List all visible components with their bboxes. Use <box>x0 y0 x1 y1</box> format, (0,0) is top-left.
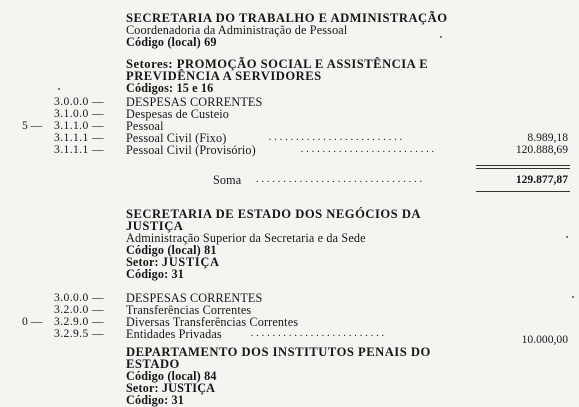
sum-rule <box>476 165 570 166</box>
total-value: 129.877,87 <box>515 173 568 186</box>
section3-title-line1: DEPARTAMENTO DOS INSTITUTOS PENAIS DO <box>126 345 431 359</box>
account-description: Despesas de Custeio <box>126 107 230 121</box>
amount-value: 10.000,00 <box>521 333 568 346</box>
section1-unit: Coordenadoria da Administração de Pessoal <box>126 23 348 37</box>
dot-leader: . . . . . . . . . . . . . . . . . . . . . . . . . <box>248 328 385 339</box>
section1-title: SECRETARIA DO TRABALHO E ADMINISTRAÇÃO <box>126 11 448 25</box>
dot-leader: . . . . . . . . . . . . . . . . . . . . . . . . . <box>298 144 435 155</box>
total-leader: . . . . . . . . . . . . . . . . . . . . . . . . . . . . . . . <box>256 174 423 185</box>
row-prefix: 5 — <box>22 119 43 132</box>
section3-title-line2: ESTADO <box>126 357 180 371</box>
account-description: Entidades Privadas <box>126 327 222 341</box>
account-code: 3.1.1.1 — <box>54 131 104 144</box>
total-underline <box>476 191 570 192</box>
section2-sector-value: JUSTIÇA <box>161 255 220 269</box>
row-prefix: 0 — <box>22 315 43 328</box>
account-description: Pessoal Civil (Fixo) <box>126 131 227 145</box>
account-code: 3.2.9.5 — <box>54 327 104 340</box>
account-code: 3.1.1.1 — <box>54 143 104 156</box>
total-label: Soma <box>213 173 242 187</box>
section1-codes: Códigos: 15 e 16 <box>126 81 214 95</box>
account-code: 3.1.1.0 — <box>54 119 104 132</box>
account-description: Pessoal <box>126 119 164 133</box>
section3-code: Código (local) 84 <box>126 369 217 383</box>
amount-value: 120.888,69 <box>515 143 568 156</box>
account-code: 3.0.0.0 — <box>54 291 104 304</box>
account-code: 3.1.0.0 — <box>54 107 104 120</box>
dot-leader: . . . . . . . . . . . . . . . . . . . . . . . . . <box>266 132 403 143</box>
section1-sectors-line2: PREVIDÊNCIA A SERVIDORES <box>126 69 322 83</box>
section3-codes: Código: 31 <box>126 393 185 407</box>
account-description: Transferências Correntes <box>126 303 252 317</box>
section2-codes: Código: 31 <box>126 267 185 281</box>
account-code: 3.2.0.0 — <box>54 303 104 316</box>
sum-rule <box>476 168 570 169</box>
section2-title-line2: JUSTIÇA <box>126 219 184 233</box>
account-code: 3.2.9.0 — <box>54 315 104 328</box>
section2-title-line1: SECRETARIA DE ESTADO DOS NEGÓCIOS DA <box>126 207 422 221</box>
section2-code: Código (local) 81 <box>126 243 217 257</box>
account-description: DESPESAS CORRENTES <box>126 95 263 109</box>
section2-unit: Administração Superior da Secretaria e da Sede <box>126 231 366 245</box>
amount-value: 8.989,18 <box>527 131 568 144</box>
section1-code: Código (local) 69 <box>126 35 217 49</box>
section3-sector: Setor: JUSTIÇA <box>126 381 216 395</box>
section1-sectors-line1: Setores: PROMOÇÃO SOCIAL E ASSISTÊNCIA E <box>126 57 429 71</box>
account-description: Pessoal Civil (Provisório) <box>126 143 256 157</box>
account-code: 3.0.0.0 — <box>54 95 104 108</box>
account-description: DESPESAS CORRENTES <box>126 291 263 305</box>
account-description: Diversas Transferências Correntes <box>126 315 299 329</box>
section2-sector-label: Setor: <box>126 255 159 269</box>
